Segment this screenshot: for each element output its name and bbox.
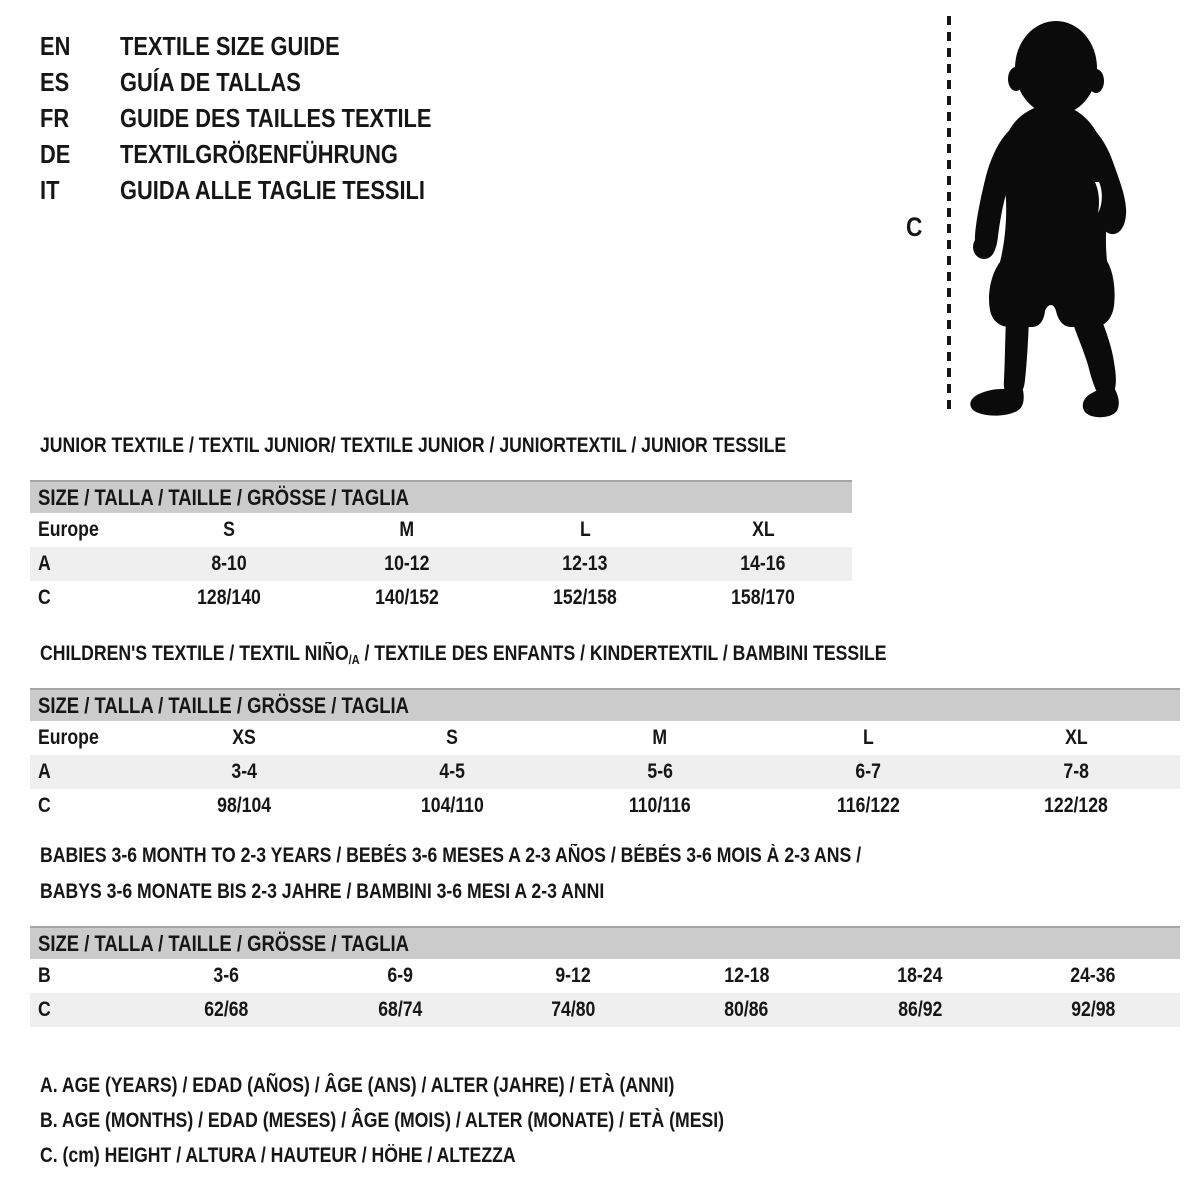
legend-age-months: B. AGE (MONTHS) / EDAD (MESES) / ÂGE (MOIS) / ALTER (MONATE) / ETÀ (MESI) [40,1108,725,1132]
guide-title-fr: GUIDE DES TAILLES TEXTILE [120,102,432,133]
table-row-height: C 98/104 104/110 110/116 116/122 122/128 [38,794,1108,817]
row-label: A [38,760,51,783]
size-table-header: SIZE / TALLA / TAILLE / GRÖSSE / TAGLIA [30,480,852,513]
size-table-header: SIZE / TALLA / TAILLE / GRÖSSE / TAGLIA [30,926,1180,959]
height-measure-dashed-line [947,16,951,416]
babies-size-table [30,926,1180,1027]
size-table-header: SIZE / TALLA / TAILLE / GRÖSSE / TAGLIA [30,688,1180,721]
language-row-en [40,28,491,64]
row-label: B [38,964,51,987]
junior-size-table [30,480,852,615]
row-label: Europe [38,726,99,749]
table-row-europe: Europe XS S M L XL [38,726,1088,749]
language-code: DE [40,138,71,169]
legend-age-years: A. AGE (YEARS) / EDAD (AÑOS) / ÂGE (ANS) / ALTER (JAHRE) / ETÀ (ANNI) [40,1073,675,1097]
legend-height-cm: C. (cm) HEIGHT / ALTURA / HAUTEUR / HÖHE / ALTEZZA [40,1143,516,1167]
row-label: C [38,794,51,817]
table-row-age-months: B 3-6 6-9 9-12 12-18 18-24 24-36 [38,964,1116,987]
language-row-de [40,136,491,172]
section-title-children: CHILDREN'S TEXTILE / TEXTIL $NIÑO_{/A}$ / TEXTILE DES ENFANTS / KINDERTEXTIL / BAMBINI TESSILE [40,642,887,667]
section-title-junior: JUNIOR TEXTILE / TEXTIL JUNIOR/ TEXTILE JUNIOR / JUNIORTEXTIL / JUNIOR TESSILE [40,434,787,457]
language-code: ES [40,66,70,97]
toddler-silhouette-icon [960,12,1140,422]
children-size-table [30,688,1180,823]
row-label: C [38,998,51,1021]
guide-title-de: TEXTILGRÖßENFÜHRUNG [120,138,398,169]
height-measure-label: C [906,212,923,242]
table-row-height: C 128/140 140/152 152/158 158/170 [38,586,795,609]
language-row-it [40,172,491,208]
guide-title-es: GUÍA DE TALLAS [120,66,301,97]
table-row-europe: Europe S M L XL [38,518,775,541]
section-title-babies-line1: BABIES 3-6 MONTH TO 2-3 YEARS / BEBÉS 3-6 MESES A 2-3 AÑOS / BÉBÉS 3-6 MOIS À 2-3 ANS / [40,844,862,867]
table-row-age: A 3-4 4-5 5-6 6-7 7-8 [30,755,1180,789]
language-title-list [40,28,491,208]
language-row-es [40,64,491,100]
language-code: IT [40,174,60,205]
measure-legend [40,1068,854,1173]
language-code: EN [40,30,71,61]
section-title-babies-line2: BABYS 3-6 MONATE BIS 2-3 JAHRE / BAMBINI 3-6 MESI A 2-3 ANNI [40,880,605,903]
guide-title-en: TEXTILE SIZE GUIDE [120,30,340,61]
row-label: Europe [38,518,99,541]
row-label: A [38,552,51,575]
row-label: C [38,586,51,609]
language-code: FR [40,102,70,133]
table-row-height: C 62/68 68/74 74/80 80/86 86/92 92/98 [30,993,1180,1027]
language-row-fr [40,100,491,136]
table-row-age: A 8-10 10-12 12-13 14-16 [30,547,852,581]
guide-title-it: GUIDA ALLE TAGLIE TESSILI [120,174,425,205]
